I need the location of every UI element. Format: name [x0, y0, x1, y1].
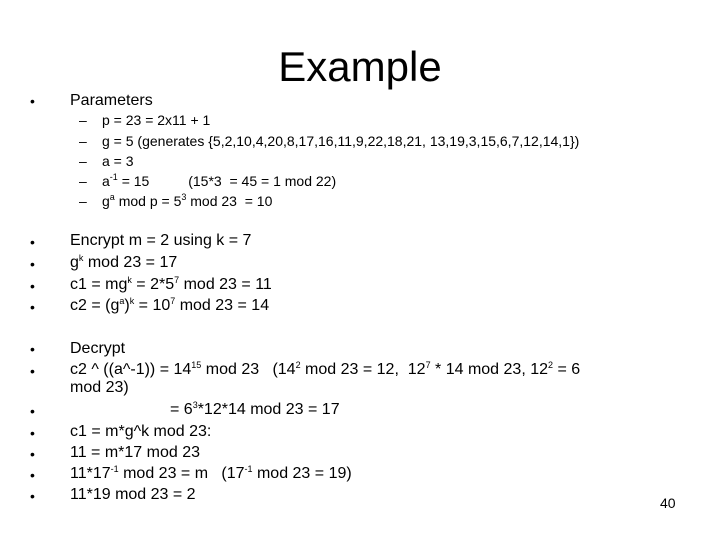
bullet-icon: • — [30, 256, 35, 272]
dash-icon: – — [79, 112, 87, 128]
decrypt-inverse: $11*17^{-1}$ mod 23 = m ($17^{-1}$ mod 23 = 19) — [70, 464, 352, 482]
slide-title: Example — [278, 43, 442, 90]
param-a-inverse: $a^{-1} = 15$ (15*3 = 45 = 1 mod 22) — [102, 172, 337, 189]
encrypt-heading: Encrypt m = 2 using k = 7 — [70, 232, 252, 249]
bullet-icon: • — [30, 403, 35, 419]
page-number: 40 — [660, 495, 676, 511]
bullet-icon: • — [30, 299, 35, 315]
param-a: a = 3 — [102, 153, 134, 169]
bullet-icon: • — [30, 467, 35, 483]
bullet-icon: • — [30, 446, 35, 462]
bullet-icon: • — [30, 93, 35, 109]
bullet-icon: • — [30, 234, 35, 250]
param-p: p = 23 = 2x11 + 1 — [102, 112, 211, 128]
dash-icon: – — [79, 193, 87, 209]
param-g: g = 5 (generates {5,2,10,4,20,8,17,16,11,9,22,18,21, 13,19,3,15,6,7,12,14,1}) — [102, 133, 580, 149]
dash-icon: – — [79, 173, 87, 189]
param-g-power-a: $g^a$ mod $p = 5^3$ mod 23 = 10 — [102, 192, 273, 209]
bullet-icon: • — [30, 341, 35, 357]
bullet-icon: • — [30, 363, 35, 379]
decrypt-result-line: = $6^3*12*14$ mod 23 = 17 — [170, 400, 340, 418]
parameters-heading: Parameters — [70, 92, 153, 109]
dash-icon: – — [79, 153, 87, 169]
decrypt-c2-power: c2 ^ ((a^-1)) = $14^{15}$ mod 23 ($14^2$ mod 23 = 12, $12^7 * 14$ mod 23, $12^2 = 6$ — [70, 360, 581, 378]
dash-icon: – — [79, 133, 87, 149]
decrypt-c1-formula: c1 = m*g^k mod 23: — [70, 423, 212, 440]
bullet-icon: • — [30, 278, 35, 294]
bullet-icon: • — [30, 425, 35, 441]
encrypt-gk: $g^k$ mod 23 = 17 — [70, 253, 178, 271]
decrypt-heading: Decrypt — [70, 340, 126, 357]
decrypt-11-eq: 11 = m*17 mod 23 — [70, 444, 201, 461]
decrypt-c2-power-continued: mod 23) — [70, 379, 129, 396]
bullet-icon: • — [30, 488, 35, 504]
encrypt-c2: $c2 = (g^a)^k = 10^7$ mod 23 = 14 — [70, 296, 270, 314]
decrypt-final: 11*19 mod 23 = 2 — [70, 486, 196, 503]
encrypt-c1: $c1 = mg^k = 2*5^7$ mod 23 = 11 — [70, 275, 272, 293]
